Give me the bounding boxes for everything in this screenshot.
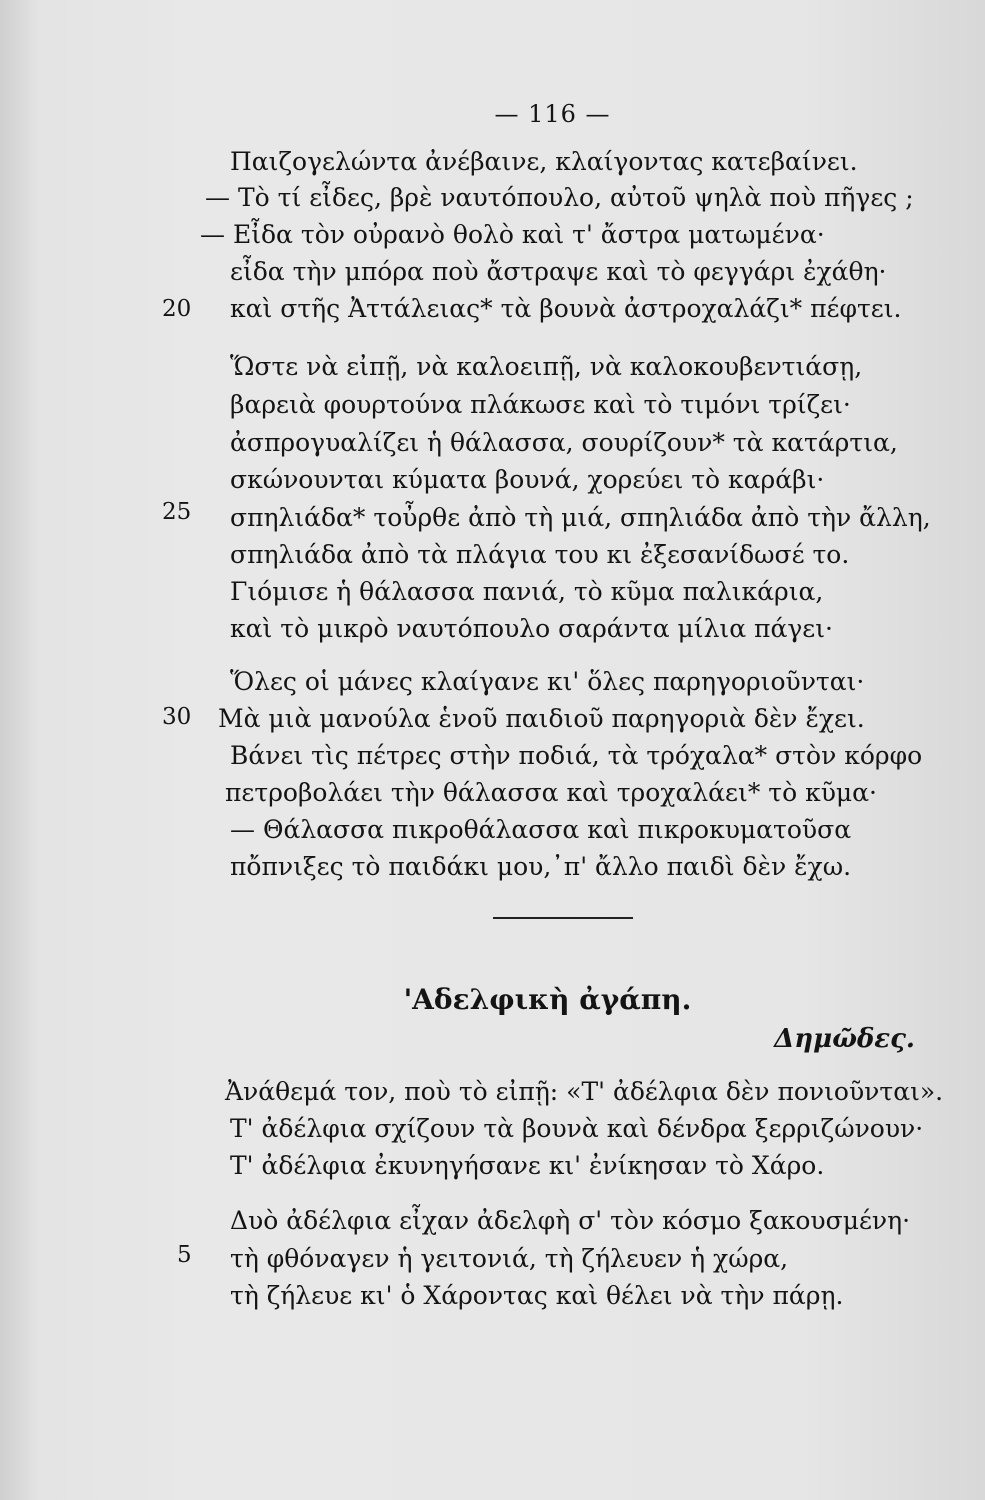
line-number: 25 [162, 499, 192, 525]
verse-line: — Τὸ τί εἶδες, βρὲ ναυτόπουλο, αὐτοῦ ψηλὰ ποὺ πῆγες ; [205, 183, 914, 212]
verse-line: σκώνουνται κύματα βουνά, χορεύει τὸ καράβι· [230, 465, 825, 494]
verse-line: βαρειὰ φουρτούνα πλάκωσε καὶ τὸ τιμόνι τρίζει· [230, 390, 851, 419]
verse-line: πετροβολάει τὴν θάλασσα καὶ τροχαλάει* τὸ κῦμα· [225, 778, 877, 807]
verse-line: Μὰ μιὰ μανούλα ἑνοῦ παιδιοῦ παρηγοριὰ δὲν ἔχει. [218, 704, 865, 733]
verse-line: τὴ φθόναγεν ἡ γειτονιά, τὴ ζήλευεν ἡ χώρα, [230, 1244, 789, 1273]
verse-line: Ὥστε νὰ εἰπῇ, νὰ καλοειπῇ, νὰ καλοκουβεντιάσῃ, [230, 352, 863, 381]
verse-line: Γιόμισε ἡ θάλασσα πανιά, τὸ κῦμα παλικάρια, [230, 577, 824, 606]
verse-line: εἶδα τὴν μπόρα ποὺ ἄστραψε καὶ τὸ φεγγάρι ἐχάθη· [230, 257, 887, 286]
verse-line: Βάνει τὶς πέτρες στὴν ποδιά, τὰ τρόχαλα* στὸν κόρφο [230, 741, 923, 770]
line-number: 20 [162, 296, 192, 322]
verse-line: — Εἶδα τὸν οὐρανὸ θολὸ καὶ τ' ἄστρα ματωμένα· [200, 220, 825, 249]
verse-line: — Θάλασσα πικροθάλασσα καὶ πικροκυματοῦσα [230, 815, 852, 844]
verse-line: τὴ ζήλευε κι' ὁ Χάροντας καὶ θέλει νὰ τὴν πάρῃ. [230, 1281, 844, 1310]
verse-line: καὶ στῆς Ἀττάλειας* τὰ βουνὰ ἀστροχαλάζι* πέφτει. [230, 294, 902, 323]
verse-line: πὄπνιξες τὸ παιδάκι μου,᾿π' ἄλλο παιδὶ δὲν ἔχω. [230, 852, 852, 881]
verse-line: Ἀνάθεμά τον, ποὺ τὸ εἰπῇ: «Τ' ἀδέλφια δὲν πονιοῦνται». [225, 1077, 944, 1106]
verse-line: Δυὸ ἀδέλφια εἶχαν ἀδελφὴ σ' τὸν κόσμο ξακουσμένη· [230, 1206, 911, 1235]
page-number-header: — 116 — [494, 100, 611, 128]
verse-line: Ὅλες οἱ μάνες κλαίγανε κι' ὅλες παρηγοριοῦνται· [230, 667, 865, 696]
poem-source: Δημῶδες. [774, 1024, 915, 1054]
verse-line: ἀσπρογυαλίζει ἡ θάλασσα, σουρίζουν* τὰ κατάρτια, [230, 428, 898, 457]
verse-line: Τ' ἀδέλφια ἐκυνηγήσανε κι' ἐνίκησαν τὸ Χάρο. [230, 1151, 825, 1180]
line-number: 5 [177, 1242, 192, 1268]
verse-line: Παιζογελώντα ἀνέβαινε, κλαίγοντας κατεβαίνει. [230, 147, 858, 176]
verse-line: Τ' ἀδέλφια σχίζουν τὰ βουνὰ καὶ δένδρα ξερριζώνουν· [230, 1114, 924, 1143]
section-divider [493, 917, 633, 919]
verse-line: σπηλιάδα* τοὖρθε ἀπὸ τὴ μιά, σπηλιάδα ἀπὸ τὴν ἄλλη, [230, 503, 931, 532]
verse-line: σπηλιάδα ἀπὸ τὰ πλάγια του κι ἐξεσανίδωσέ το. [230, 540, 850, 569]
verse-line: καὶ τὸ μικρὸ ναυτόπουλο σαράντα μίλια πάγει· [230, 614, 834, 643]
line-number: 30 [162, 704, 192, 730]
poem-title: 'Αδελφικὴ ἀγάπη. [403, 983, 692, 1016]
